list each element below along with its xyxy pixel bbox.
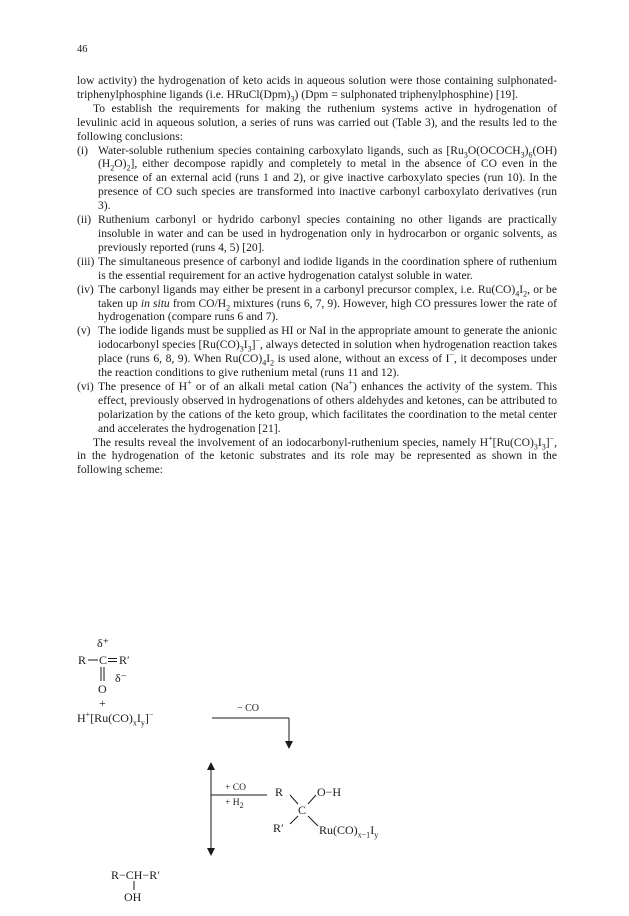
paragraph-requirements: To establish the requirements for making the ruthenium systems active in hydrogenation of levulinic acid in aqueous solution, a series of runs was carried out (Table 3), and the results led to the following conclusions:	[77, 101, 557, 143]
delta-plus-label: δ⁺	[97, 636, 109, 650]
plus-h2-label: + $H_2$	[225, 798, 244, 810]
conclusion-item: (i) Water-soluble ruthenium species containing carboxylato ligands, such as $[Ru_3O(OCOCH_3)_6(OH)(H_2O)_2]$, either decompose rapidly and completely to metal in the absence of CO even in the presence of an external acid (runs 1 and 2), or give inactive carboxylato species (run 10). In the presence of CO such species are transformed into inactive carbonyl carboxylato derivatives (run 3).	[77, 143, 557, 213]
conclusion-item: (ii) Ruthenium carbonyl or hydrido carbonyl species containing no other ligands are practically insoluble in water and can be used in hydrogenation only in hydrocarbon or organic solvents, as previously reported (runs 4, 5) [20].	[77, 213, 557, 254]
catalyst-label: $H^+[Ru(CO)_xI_y]^-$	[77, 710, 154, 728]
intermediate-c-label: C	[298, 803, 307, 817]
paragraph-closing: The results reveal the involvement of an iodocarbonyl-ruthenium species, namely $H^+[Ru(CO)_3I_3]^-$, in the hydrogenation of the ketonic substrates and its role may be represented as shown in the following scheme:	[77, 433, 557, 477]
product-oh-label: OH	[124, 890, 142, 904]
plus-sign: +	[99, 696, 106, 710]
page-number: 46	[77, 44, 88, 55]
intermediate-r-prime-label: R′	[273, 821, 284, 835]
article-body	[77, 74, 557, 477]
intermediate-oh-label: O−H	[317, 785, 342, 799]
conclusions-list	[77, 144, 557, 436]
conclusion-item: (v) The iodide ligands must be supplied as HI or NaI in the appropriate amount to generate the anionic iodocarbonyl species $[Ru(CO)_3I_3]^-$, always detected in solution when hydrogenation reaction takes place (runs 6, 8, 9). When $Ru(CO)_4I_2$ is used alone, without an excess of I−, it decomposes under the reaction conditions to give ruthenium metal (runs 11 and 12).	[77, 324, 557, 380]
plus-co-label: + CO	[225, 783, 246, 793]
conclusion-item: (iv) The carbonyl ligands may either be present in a carbonyl precursor complex, i.e. $Ru(CO)_4I_2$, or be taken up in situ from $CO/H_2$ mixtures (runs 6, 7, 9). However, high CO pressures lower the rate of hydrogenation (compare runs 6 and 7).	[77, 282, 557, 324]
conclusion-item: (iii) The simultaneous presence of carbonyl and iodide ligands in the coordination sphere of ruthenium is the essential requirement for an active hydrogenation catalyst soluble in water.	[77, 254, 557, 282]
ketone-c-label: C	[99, 653, 108, 667]
reaction-scheme	[77, 636, 557, 910]
ketone-o-label: O	[98, 682, 107, 696]
intermediate-ru-label: $Ru(CO)_{x-1}I_y$	[319, 823, 379, 840]
intermediate-r-label: R	[275, 785, 284, 799]
minus-co-label: − CO	[237, 703, 260, 714]
delta-minus-label: δ⁻	[115, 671, 127, 685]
conclusion-item: (vi) The presence of H+ or of an alkali metal cation (Na+) enhances the activity of the system. This effect, previously observed in hydrogenations of others aldehydes and ketones, can be attributed to polarization by the cations of the keto group, which facilitates the coordination to the metal center and accelerates the hydrogenation [21].	[77, 378, 557, 435]
ketone-r-label: R	[78, 653, 87, 667]
paragraph-intro: low activity) the hydrogenation of keto acids in aqueous solution were those containing sulphonated-triphenylphosphine ligands (i.e. $HRuCl(Dpm)_3$) (Dpm = sulphonated triphenylphosphine) [19].	[77, 74, 557, 104]
product-chain-label: R−CH−R′	[111, 868, 160, 882]
ketone-r-prime-label: R′	[119, 653, 130, 667]
